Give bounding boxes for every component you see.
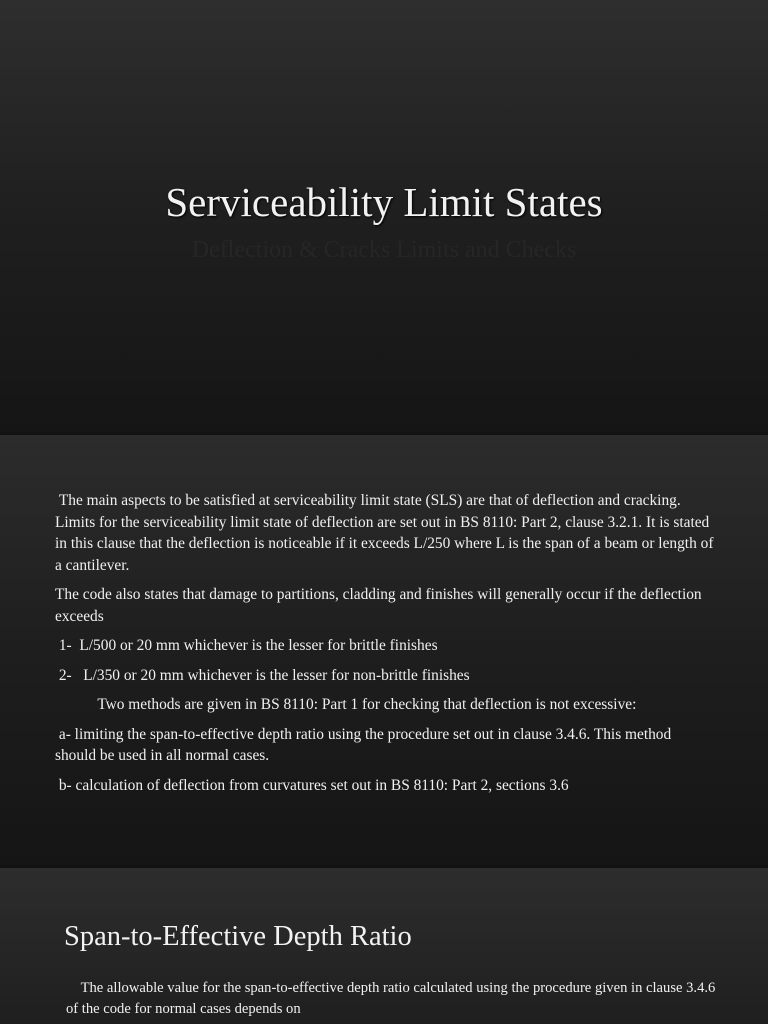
slide-title: Serviceability Limit States xyxy=(165,179,603,225)
content-body xyxy=(55,490,718,804)
paragraph-intro: The main aspects to be satisfied at serviceability limit state (SLS) are that of deflection and cracking. Limits for the serviceability limit state of deflection are set out in BS 8110: Part 2, clause 3.2.1. It is stated in this clause that the deflection is noticeable if it exceeds L/250 where L is the span of a beam or length of a cantilever. xyxy=(55,492,718,574)
section-heading: Span-to-Effective Depth Ratio xyxy=(64,921,412,952)
title-slide xyxy=(0,0,768,432)
section-paragraph: The allowable value for the span-to-effective depth ratio calculated using the procedure given in clause 3.4.6 of the code for normal cases depends on xyxy=(66,980,719,1017)
span-depth-slide xyxy=(0,868,768,1024)
list-item-a: a- limiting the span-to-effective depth ratio using the procedure set out in clause 3.4.6. This method should be used in all normal cases. xyxy=(55,725,676,764)
slide-subtitle: Deflection & Cracks Limits and Checks xyxy=(191,237,577,263)
paragraph-damage: The code also states that damage to partitions, cladding and finishes will generally occur if the deflection exceeds xyxy=(55,586,706,625)
paragraph-methods: Two methods are given in BS 8110: Part 1 for checking that deflection is not excessive: xyxy=(55,696,637,713)
list-item-1: 1- L/500 or 20 mm whichever is the lesser for brittle finishes xyxy=(55,637,438,654)
list-item-2: 2- L/350 or 20 mm whichever is the lesser for non-brittle finishes xyxy=(55,666,470,684)
content-slide xyxy=(0,435,768,865)
list-item-b: b- calculation of deflection from curvatures set out in BS 8110: Part 2, sections 3.6 xyxy=(55,776,569,794)
